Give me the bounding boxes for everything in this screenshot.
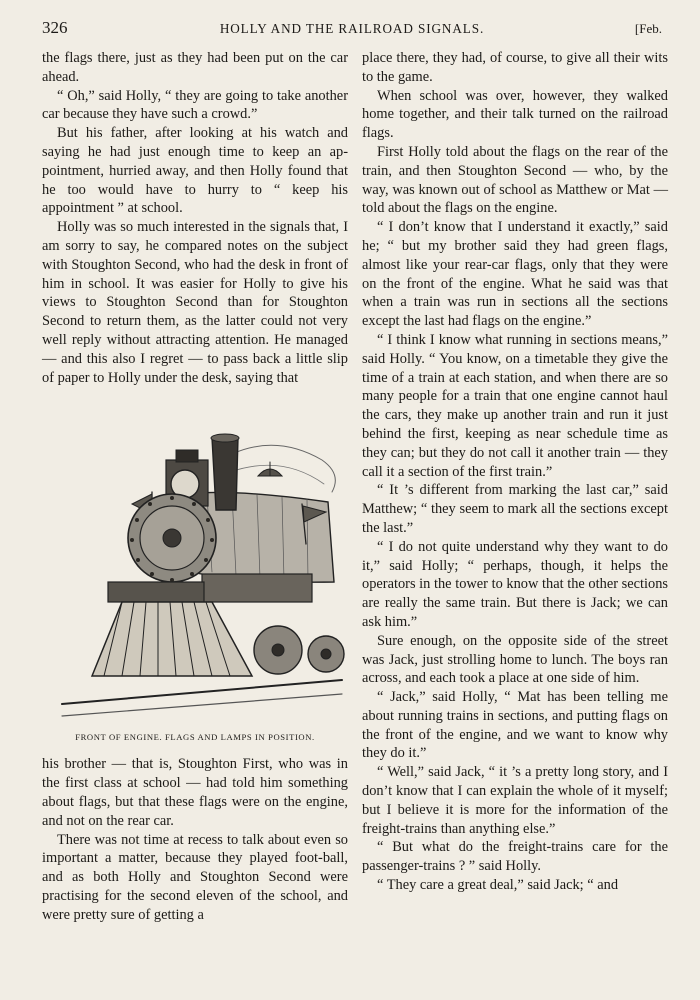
paragraph: When school was over, however, they walked home together, and their talk turned on the railroad flags.	[362, 87, 668, 142]
paragraph: “ I think I know what running in sections means,” said Holly. “ You know, on a timetable they give the time of a train at each station, and when there are so many people for a train that one engine cannot haul the cars, they make up another train and run it just behind the first, keeping as near schedule time as they can; but they do not call it another train — they call it a section of the first train.”	[362, 331, 668, 480]
locomotive-engraving	[42, 414, 348, 720]
page-number: 326	[42, 18, 68, 37]
paragraph: his brother — that is, Stoughton First, who was in the first class at school — had told him something about flags, but that these flags were on the engine, and not on the rear car.	[42, 756, 348, 829]
paragraph: “ It ’s different from marking the last car,” said Matthew; “ they seem to mark all the sections except the last.”	[362, 482, 668, 536]
left-column	[42, 49, 348, 925]
paragraph: Sure enough, on the opposite side of the street was Jack, just strolling home to lunch. The boys ran across, and each took a place at one side of him.	[362, 632, 668, 687]
paragraph: There was not time at recess to talk about even so important a matter, because they played foot-ball, and as both Holly and Stoughton Second were practising for the second eleven of the school, and were pretty sure of getting a	[42, 831, 348, 923]
issue-month: [Feb.	[634, 21, 662, 36]
right-column	[362, 49, 668, 895]
paragraph: place there, they had, of course, to give all their wits to the game.	[362, 50, 668, 85]
paragraph: Holly was so much interested in the signals that, I am sorry to say, he compared notes on the subject with Stoughton Second, who had the desk in front of him in school. It was easier for Holly to give his views to Stoughton Second than for Stoughton Second to return them, as the latter could not very well reply without attracting attention. He managed — and this also I regret — to pass back a little slip of paper to Holly under the desk, saying that	[42, 219, 348, 386]
running-title: HOLLY AND THE RAILROAD SIGNALS.	[219, 21, 485, 36]
paragraph: “ Well,” said Jack, “ it ’s a pretty long story, and I don’t know that I can explain the whole of it myself; but I believe it is more for the information of the freight-trains than anything else.”	[362, 764, 668, 837]
paragraph: “ I do not quite understand why they want to do it,” said Holly; “ perhaps, though, it helps the operators in the tower to know that the other sections are really the same train. But there is Jack; we can ask him.”	[362, 538, 668, 630]
paragraph: “ I don’t know that I understand it exactly,” said he; “ but my brother said they had green flags, almost like your rear-car flags, only that they were on the front of the engine. What he said was that when a train was run in sections all the sections except the last had flags on the engine.”	[362, 219, 668, 330]
paragraph: the flags there, just as they had been put on the car ahead.	[42, 50, 348, 85]
paragraph: “ Jack,” said Holly, “ Mat has been telling me about running trains in sections, and putting flags on the front of the engine, and we want to know why they do it.”	[362, 689, 668, 762]
paragraph: First Holly told about the flags on the rear of the train, and then Stoughton Second — who, by the way, was known out of school as Matthew or Mat — told about the flags on the engine.	[362, 143, 668, 217]
page-header	[42, 18, 662, 42]
paragraph: “ They care a great deal,” said Jack; “ and	[377, 877, 619, 894]
paragraph: But his father, after looking at his watch and saying he had just enough time to keep an appointment, hurried away, and then Holly found that he too would have to hurry to “ keep his appointment ” at school.	[42, 125, 348, 217]
paragraph: “ Oh,” said Holly, “ they are going to take another car because they have such a crowd.”	[42, 87, 348, 123]
figure-caption: FRONT OF ENGINE. FLAGS AND LAMPS IN POSITION.	[75, 731, 315, 742]
paragraph: “ But what do the freight-trains care for the passenger-trains ? ” said Holly.	[362, 839, 668, 875]
engine-illustration	[42, 414, 348, 746]
